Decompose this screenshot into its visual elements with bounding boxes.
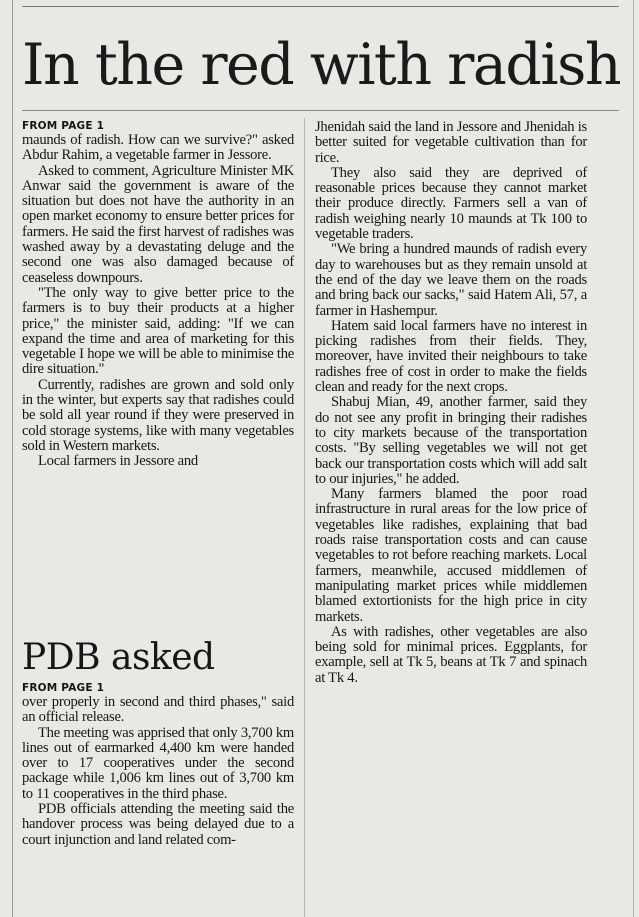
- top-rule: [22, 6, 619, 7]
- jump-kicker: FROM PAGE 1: [22, 120, 105, 132]
- paragraph: Currently, radishes are grown and sold only in the winter, but experts say that radishes could be sold all year round if they were preserved in cold storage systems, like with many vegetables sold in Western markets.: [22, 376, 294, 454]
- paragraph: PDB officials attending the meeting said the handover process was being delayed due to a court injunction and land related com-: [22, 801, 294, 848]
- article-column-2: [315, 120, 587, 686]
- paragraph: over properly in second and third phases," said an official release.: [22, 694, 294, 726]
- second-article-column: [22, 682, 294, 848]
- paragraph: The meeting was apprised that only 3,700 km lines out of earmarked 4,400 km were handed over to 17 cooperatives under the second package while 1,006 km lines out of 3,700 km to 11 cooperatives in the third phase.: [22, 724, 294, 802]
- column-divider: [304, 118, 305, 917]
- article-headline: In the red with radish: [22, 32, 621, 98]
- headline-rule: [22, 110, 619, 111]
- paragraph: Many farmers blamed the poor road infrastructure in rural areas for the low price of vegetables like radishes, explaining that bad roads raise transportation costs and can cause vegetables to rot before reaching markets. Local farmers, meanwhile, accused middlemen of manipulating market prices while middlemen blamed extortionists for the high price in city markets.: [315, 486, 587, 625]
- jump-kicker: FROM PAGE 1: [22, 682, 105, 694]
- paragraph: "We bring a hundred maunds of radish every day to warehouses but as they remain unsold at the end of the day we leave them on the roads and bring back our sacks," said Hatem Ali, 57, a farmer in Hashempur.: [315, 241, 587, 319]
- paragraph: maunds of radish. How can we survive?" asked Abdur Rahim, a vegetable farmer in Jessore.: [22, 132, 294, 164]
- paragraph: Jhenidah said the land in Jessore and Jhenidah is better suited for vegetable cultivation than for rice.: [315, 119, 587, 166]
- paragraph: Shabuj Mian, 49, another farmer, said they do not see any profit in bringing their radishes to city markets because of the transportation costs. "By selling vegetables we will not get back our transportation costs which will add salt to our injuries," he added.: [315, 394, 587, 487]
- paragraph: "The only way to give better price to the farmers is to buy their products at a higher price," the minister said, adding: "If we can expand the time and area of marketing for this vegetable I hope we will be able to minimise the dire situation.": [22, 284, 294, 378]
- left-column-rule: [12, 0, 13, 917]
- paragraph: Asked to comment, Agriculture Minister MK Anwar said the government is aware of the situation but does not have the authority in an open market economy to ensure better prices for farmers. He said the first harvest of radishes was washed away by a devastating deluge and the second one was also damaged because of ceaseless downpours.: [22, 162, 294, 286]
- paragraph: Local farmers in Jessore and: [38, 453, 198, 470]
- paragraph: As with radishes, other vegetables are also being sold for minimal prices. Eggplants, for example, sell at Tk 5, beans at Tk 7 and spinach at Tk 4.: [315, 623, 587, 686]
- article-column-1: [22, 120, 294, 470]
- paragraph: Hatem said local farmers have no interest in picking radishes from their fields. They, moreover, have invited their neighbours to take radishes free of cost in order to make the fields clean and ready for the next crops.: [315, 317, 587, 396]
- second-article-headline: PDB asked: [22, 637, 215, 678]
- right-page-edge: [633, 0, 634, 917]
- paragraph: They also said they are deprived of reasonable prices because they cannot market their produce directly. Farmers sell a van of radish weighing nearly 10 maunds at Tk 100 to vegetable traders.: [315, 164, 587, 243]
